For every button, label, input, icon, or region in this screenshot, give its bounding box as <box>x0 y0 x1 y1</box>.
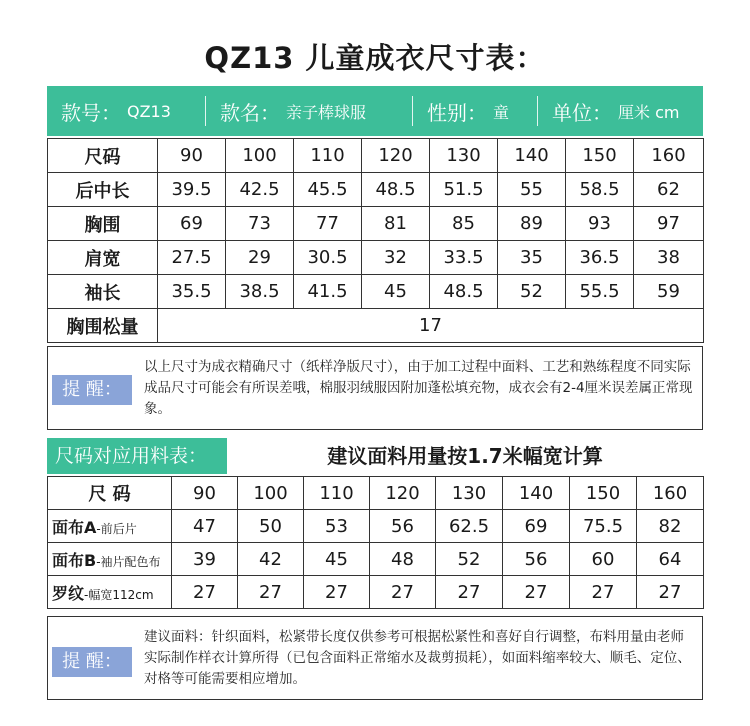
fabric-table <box>47 476 704 609</box>
fabric-cell: 45 <box>304 543 370 576</box>
row-label: 胸围 <box>48 207 158 241</box>
fabric-cell: 62.5 <box>436 510 503 543</box>
fabric-cell: 27 <box>503 576 570 609</box>
table-cell: 27.5 <box>158 241 226 275</box>
fabric-cell: 82 <box>637 510 704 543</box>
model-label: 款号： <box>61 100 121 125</box>
table-cell: 69 <box>158 207 226 241</box>
model-value: QZ13 <box>127 101 171 121</box>
table-cell: 35 <box>498 241 566 275</box>
fabric-size-header: 尺 码 <box>48 477 172 510</box>
unit-value: 厘米 cm <box>618 102 680 122</box>
table-cell: 32 <box>362 241 430 275</box>
gender-label: 性别： <box>427 100 487 125</box>
table-cell: 38.5 <box>226 275 294 309</box>
fabric-name: 面布A <box>52 517 97 537</box>
unit-label: 单位： <box>552 100 612 125</box>
fabric-cell: 64 <box>637 543 704 576</box>
size-column-header: 120 <box>362 139 430 173</box>
fabric-column-header: 100 <box>238 477 304 510</box>
fabric-cell: 48 <box>370 543 436 576</box>
table-cell: 39.5 <box>158 173 226 207</box>
fabric-cell: 39 <box>172 543 238 576</box>
model-cell <box>47 86 205 136</box>
table-header-row <box>48 139 704 173</box>
fabric-column-header: 90 <box>172 477 238 510</box>
fabric-cell: 60 <box>570 543 637 576</box>
fabric-header-row <box>48 477 704 510</box>
fabric-note: -幅宽112cm <box>84 587 154 602</box>
table-cell: 29 <box>226 241 294 275</box>
table-row <box>48 241 704 275</box>
fabric-cell: 47 <box>172 510 238 543</box>
table-cell: 55 <box>498 173 566 207</box>
size-column-header: 130 <box>430 139 498 173</box>
gender-cell <box>413 86 537 136</box>
fabric-cell: 27 <box>172 576 238 609</box>
fabric-section-title: 建议面料用量按1.7米幅宽计算 <box>327 444 603 468</box>
fabric-name: 面布B <box>52 550 97 570</box>
fabric-name: 罗纹 <box>52 583 85 603</box>
size-column-header: 150 <box>566 139 634 173</box>
table-cell: 42.5 <box>226 173 294 207</box>
reminder-box <box>47 346 703 430</box>
fabric-cell: 52 <box>436 543 503 576</box>
table-cell: 93 <box>566 207 634 241</box>
fabric-cell: 69 <box>503 510 570 543</box>
fabric-row-label <box>48 576 172 609</box>
fabric-column-header: 110 <box>304 477 370 510</box>
fabric-row <box>48 576 704 609</box>
size-column-header: 110 <box>294 139 362 173</box>
fabric-section-label: 尺码对应用料表： <box>47 438 227 474</box>
table-cell: 30.5 <box>294 241 362 275</box>
fabric-cell: 50 <box>238 510 304 543</box>
ease-row <box>48 309 704 343</box>
table-row <box>48 207 704 241</box>
table-cell: 51.5 <box>430 173 498 207</box>
table-cell: 81 <box>362 207 430 241</box>
row-label: 后中长 <box>48 173 158 207</box>
table-cell: 36.5 <box>566 241 634 275</box>
table-cell: 97 <box>634 207 704 241</box>
reminder-box-2 <box>47 616 703 700</box>
fabric-column-header: 160 <box>637 477 704 510</box>
size-column-header: 100 <box>226 139 294 173</box>
size-column-header: 90 <box>158 139 226 173</box>
table-cell: 48.5 <box>430 275 498 309</box>
fabric-cell: 27 <box>304 576 370 609</box>
page-title: QZ13 儿童成衣尺寸表： <box>204 41 546 75</box>
table-cell: 55.5 <box>566 275 634 309</box>
fabric-column-header: 130 <box>436 477 503 510</box>
table-row <box>48 275 704 309</box>
size-header: 尺码 <box>48 139 158 173</box>
gender-value: 童 <box>493 102 510 122</box>
size-table <box>47 138 704 343</box>
size-column-header: 140 <box>498 139 566 173</box>
fabric-cell: 75.5 <box>570 510 637 543</box>
fabric-column-header: 120 <box>370 477 436 510</box>
reminder-text: 以上尺寸为成衣精确尺寸（纸样净版尺寸），由于加工过程中面料、工艺和熟练程度不同实际成品尺寸可能会有所误差哦，棉服羽绒服因附加蓬松填充物，成衣会有2-4厘米误差属正常现象。 <box>144 359 693 417</box>
fabric-cell: 56 <box>370 510 436 543</box>
ease-value: 17 <box>158 309 704 343</box>
table-cell: 45.5 <box>294 173 362 207</box>
size-column-header: 160 <box>634 139 704 173</box>
name-value: 亲子棒球服 <box>286 102 367 122</box>
fabric-cell: 42 <box>238 543 304 576</box>
fabric-cell: 27 <box>238 576 304 609</box>
product-info-bar <box>47 86 703 136</box>
reminder-label: 提 醒： <box>52 375 132 405</box>
fabric-row-label <box>48 543 172 576</box>
table-cell: 38 <box>634 241 704 275</box>
fabric-note: -袖片配色布 <box>96 554 161 569</box>
name-label: 款名： <box>220 100 280 125</box>
fabric-cell: 27 <box>570 576 637 609</box>
fabric-cell: 27 <box>370 576 436 609</box>
table-row <box>48 173 704 207</box>
table-cell: 58.5 <box>566 173 634 207</box>
table-cell: 35.5 <box>158 275 226 309</box>
reminder-label-2: 提 醒： <box>52 647 132 677</box>
name-cell <box>206 86 412 136</box>
table-cell: 85 <box>430 207 498 241</box>
table-cell: 33.5 <box>430 241 498 275</box>
table-cell: 77 <box>294 207 362 241</box>
row-label: 肩宽 <box>48 241 158 275</box>
fabric-column-header: 140 <box>503 477 570 510</box>
fabric-cell: 27 <box>436 576 503 609</box>
table-cell: 52 <box>498 275 566 309</box>
row-label: 袖长 <box>48 275 158 309</box>
table-cell: 48.5 <box>362 173 430 207</box>
ease-label: 胸围松量 <box>48 309 158 343</box>
fabric-column-header: 150 <box>570 477 637 510</box>
fabric-note: -前后片 <box>96 521 137 536</box>
table-cell: 59 <box>634 275 704 309</box>
table-cell: 89 <box>498 207 566 241</box>
fabric-row <box>48 510 704 543</box>
fabric-row <box>48 543 704 576</box>
fabric-cell: 53 <box>304 510 370 543</box>
unit-cell <box>538 86 698 136</box>
reminder-text-2: 建议面料：针织面料，松紧带长度仅供参考可根据松紧性和喜好自行调整，布料用量由老师实际制作样衣计算所得（已包含面料正常缩水及裁剪损耗），如面料缩率较大、顺毛、定位、对格等可能需要相应增加。 <box>144 629 691 687</box>
table-cell: 41.5 <box>294 275 362 309</box>
table-cell: 73 <box>226 207 294 241</box>
table-cell: 62 <box>634 173 704 207</box>
table-cell: 45 <box>362 275 430 309</box>
fabric-cell: 27 <box>637 576 704 609</box>
fabric-section-header <box>47 438 703 474</box>
fabric-row-label <box>48 510 172 543</box>
fabric-cell: 56 <box>503 543 570 576</box>
